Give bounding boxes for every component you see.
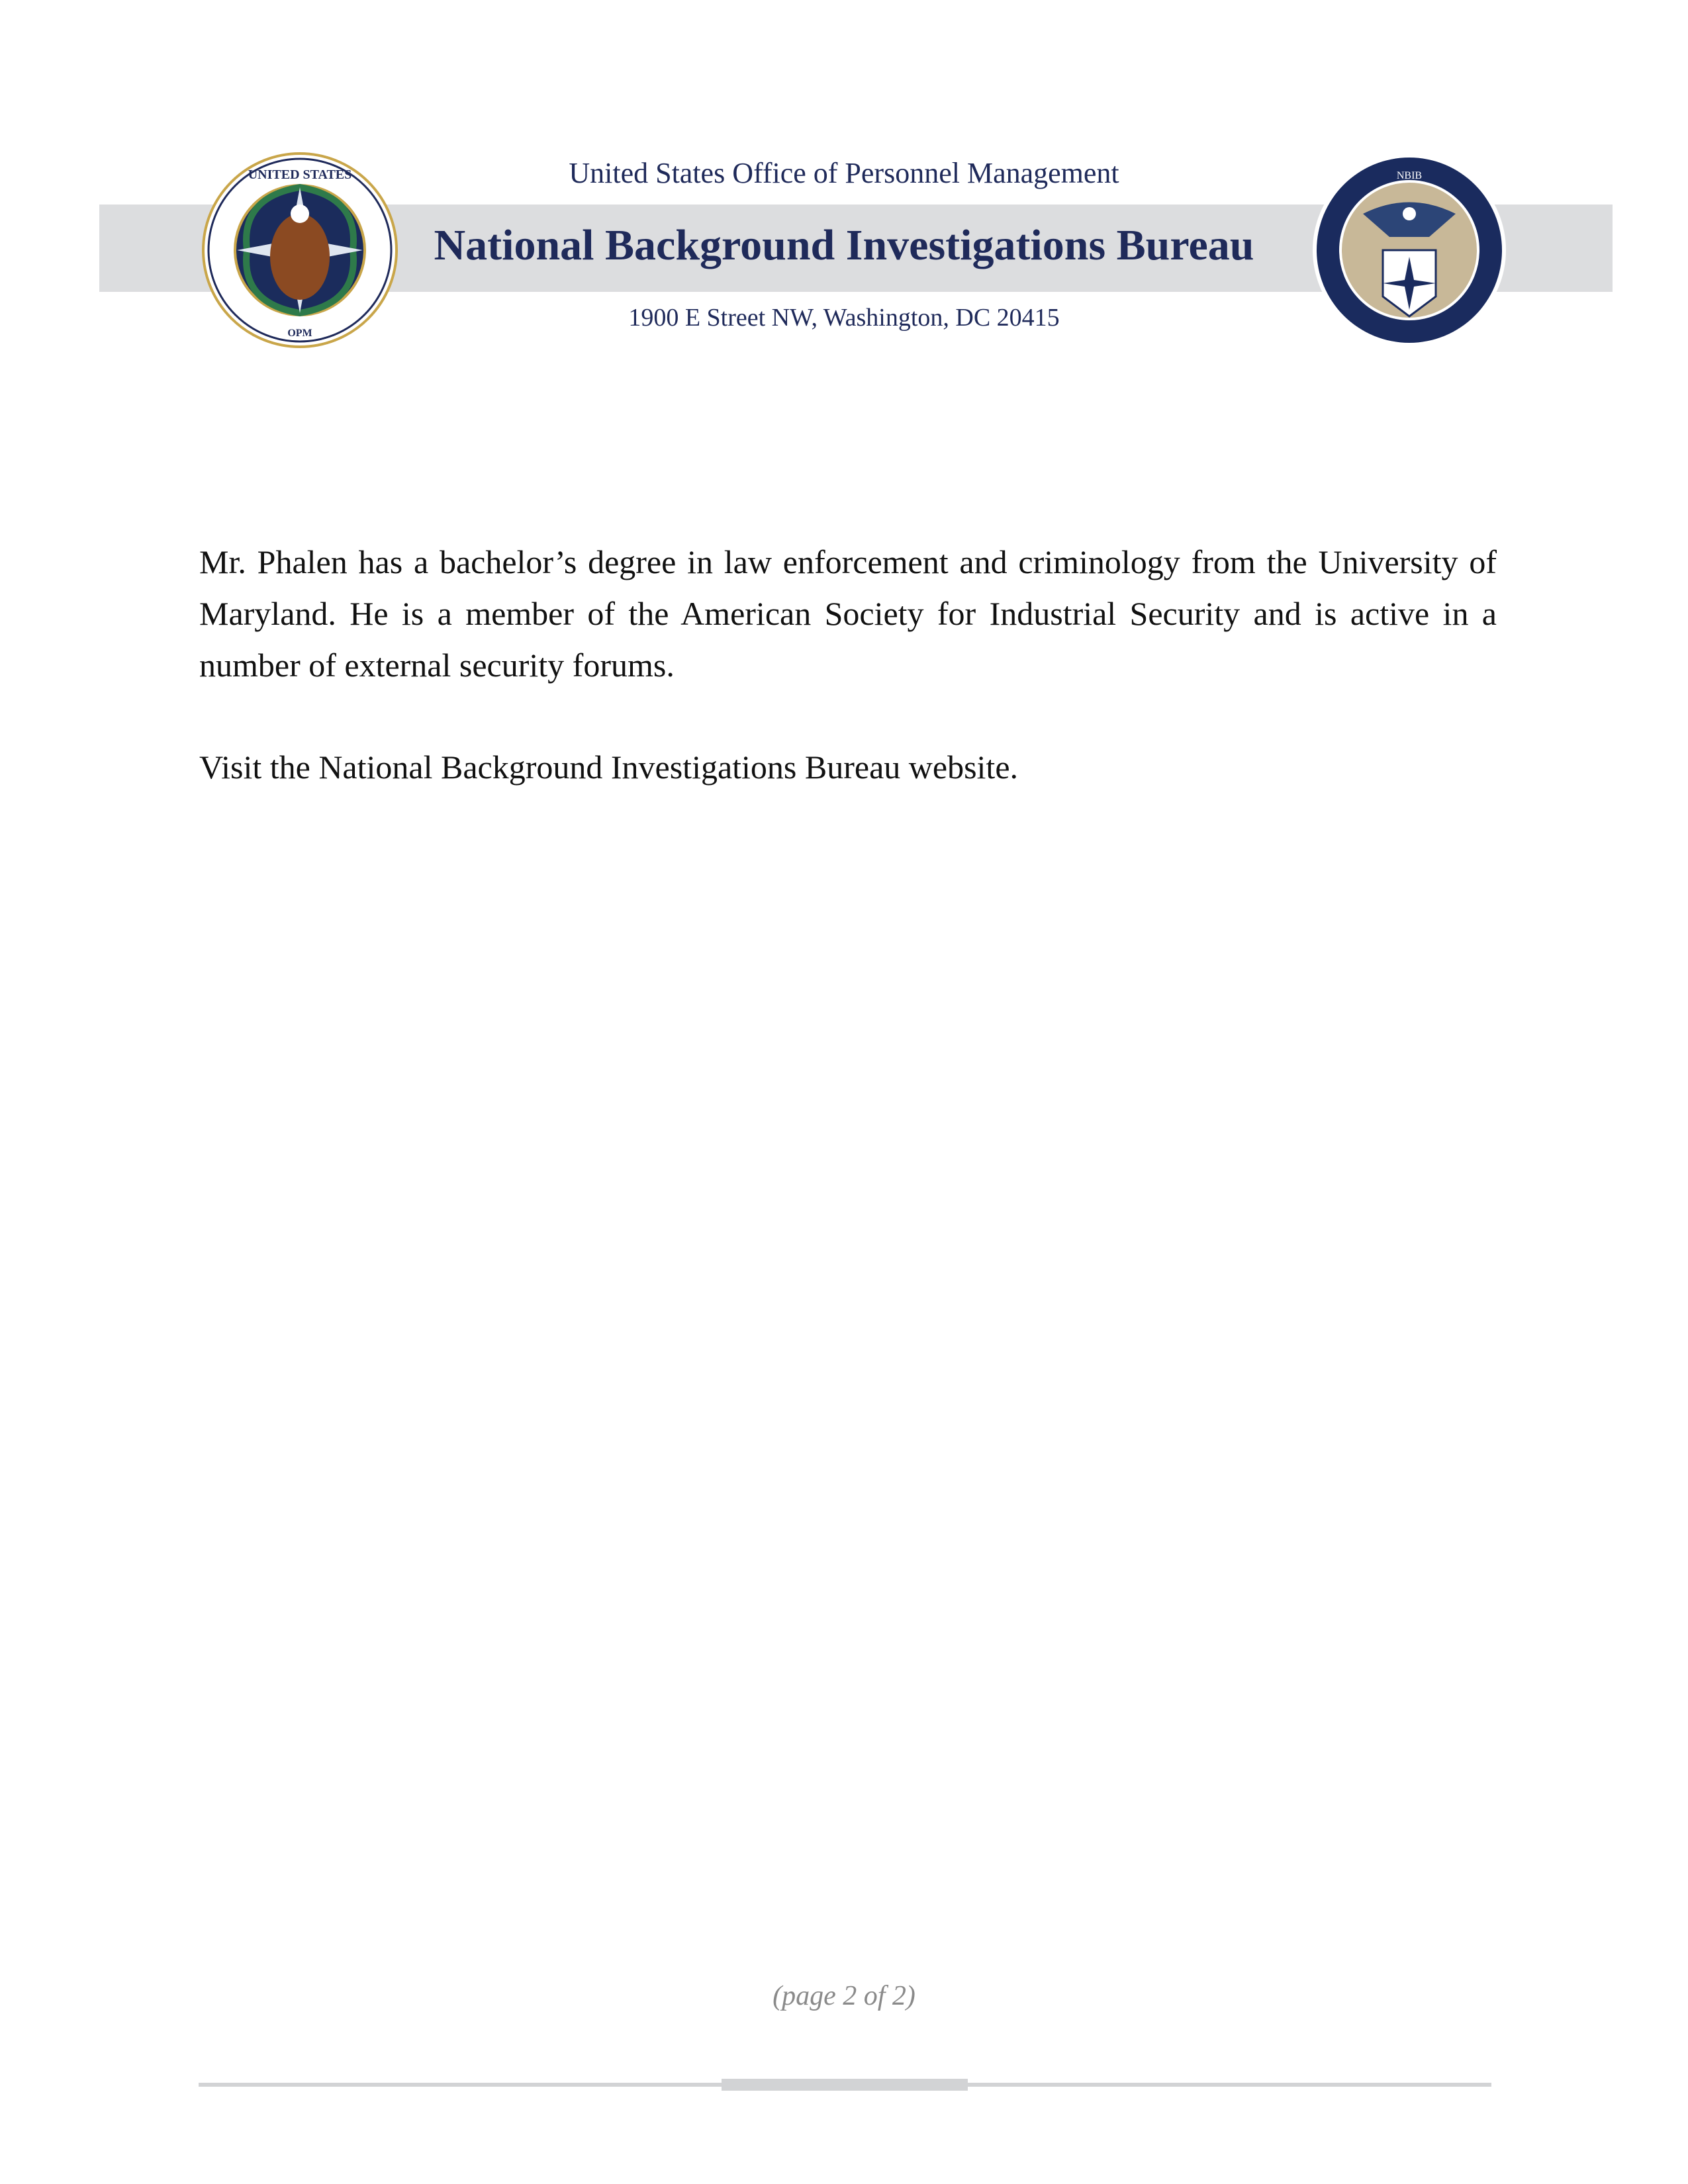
document-body [199, 536, 1497, 843]
footer-divider-tab [722, 2079, 968, 2091]
page-number: (page 2 of 2) [773, 1981, 915, 2011]
organization-name: United States Office of Personnel Management [569, 157, 1119, 189]
svg-text:OPM: OPM [287, 328, 312, 339]
svg-text:UNITED STATES: UNITED STATES [248, 167, 352, 182]
bureau-address: 1900 E Street NW, Washington, DC 20415 [628, 304, 1060, 332]
bureau-title: National Background Investigations Bureau [434, 221, 1254, 269]
svg-text:NBIB: NBIB [1396, 170, 1423, 181]
website-link-paragraph[interactable]: Visit the National Background Investigations Bureau website. [199, 749, 1019, 786]
education-paragraph: Mr. Phalen has a bachelor’s degree in law enforcement and criminology from the University of Maryland. He is a member of the American Society for Industrial Security and is active in a number of external security forums. [199, 543, 1497, 684]
